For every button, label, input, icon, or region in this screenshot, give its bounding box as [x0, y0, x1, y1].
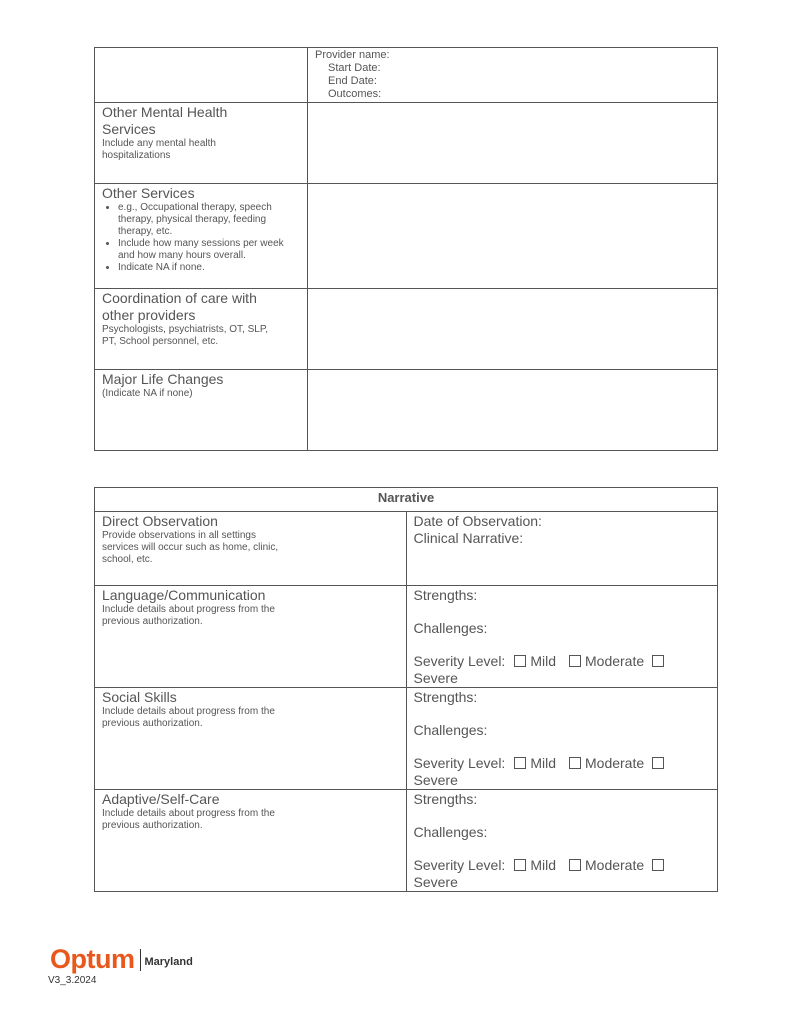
- severe-checkbox[interactable]: [652, 757, 664, 769]
- coordination-cell: [95, 289, 308, 370]
- severe-label: Severe: [413, 874, 458, 890]
- provider-name-label: Provider name:: [315, 49, 390, 61]
- optum-logo-text: Optum: [50, 944, 135, 974]
- mild-checkbox[interactable]: [514, 859, 526, 871]
- start-date-label: Start Date:: [328, 62, 381, 74]
- row-title: other providers: [102, 307, 196, 323]
- row-title: Direct Observation: [102, 513, 218, 529]
- coordination-input[interactable]: [308, 289, 718, 370]
- row-note: previous authorization.: [102, 718, 203, 729]
- moderate-label: Moderate: [585, 755, 645, 771]
- moderate-checkbox[interactable]: [569, 757, 581, 769]
- row-note: Include details about progress from the: [102, 604, 275, 615]
- major-life-changes-cell: [95, 370, 308, 451]
- other-services-cell: [95, 184, 308, 289]
- row-title: Major Life Changes: [102, 371, 224, 387]
- row-title: Other Mental Health: [102, 104, 228, 120]
- challenges-label: Challenges:: [413, 620, 488, 636]
- language-communication-input[interactable]: [406, 586, 718, 688]
- other-mental-health-cell: [95, 103, 308, 184]
- challenges-label: Challenges:: [413, 824, 488, 840]
- severe-label: Severe: [413, 772, 458, 788]
- blank-cell: [95, 48, 308, 103]
- row-title: Adaptive/Self-Care: [102, 791, 220, 807]
- severity-label: Severity Level:: [413, 755, 506, 771]
- challenges-label: Challenges:: [413, 722, 488, 738]
- optum-maryland-logo: [50, 944, 193, 975]
- list-item: • Include how many sessions per week and how many hours overall.: [118, 238, 301, 262]
- services-table: [94, 47, 718, 451]
- end-date-label: End Date:: [328, 75, 377, 87]
- severe-label: Severe: [413, 670, 458, 686]
- row-note: Include details about progress from the: [102, 808, 275, 819]
- date-of-observation-label: Date of Observation:: [413, 513, 542, 529]
- row-note: previous authorization.: [102, 820, 203, 831]
- mild-checkbox[interactable]: [514, 757, 526, 769]
- severity-row: [414, 653, 711, 687]
- row-title: Social Skills: [102, 689, 177, 705]
- adaptive-self-care-cell: [95, 790, 407, 892]
- row-title: Services: [102, 121, 156, 137]
- moderate-checkbox[interactable]: [569, 655, 581, 667]
- row-note: school, etc.: [102, 554, 153, 565]
- other-services-list: [102, 202, 301, 274]
- row-note: Psychologists, psychiatrists, OT, SLP,: [102, 324, 268, 335]
- outcomes-label: Outcomes:: [328, 88, 382, 100]
- list-item: • Indicate NA if none.: [118, 262, 301, 274]
- moderate-checkbox[interactable]: [569, 859, 581, 871]
- strengths-label: Strengths:: [413, 791, 478, 807]
- version-label: V3_3.2024: [48, 975, 97, 986]
- severity-label: Severity Level:: [413, 653, 506, 669]
- row-note: Provide observations in all settings: [102, 530, 256, 541]
- adaptive-self-care-input[interactable]: [406, 790, 718, 892]
- severity-row: [414, 857, 711, 891]
- row-note: hospitalizations: [102, 150, 171, 161]
- region-label: Maryland: [144, 955, 193, 968]
- language-communication-cell: [95, 586, 407, 688]
- major-life-changes-input[interactable]: [308, 370, 718, 451]
- row-title: Coordination of care with: [102, 290, 257, 306]
- row-note: (Indicate NA if none): [102, 388, 193, 399]
- social-skills-input[interactable]: [406, 688, 718, 790]
- other-services-input[interactable]: [308, 184, 718, 289]
- row-note: Include details about progress from the: [102, 706, 275, 717]
- other-mental-health-input[interactable]: [308, 103, 718, 184]
- row-title: Language/Communication: [102, 587, 266, 603]
- provider-cell[interactable]: [308, 48, 718, 103]
- clinical-narrative-label: Clinical Narrative:: [413, 530, 524, 546]
- logo-divider: [140, 949, 141, 971]
- mild-checkbox[interactable]: [514, 655, 526, 667]
- moderate-label: Moderate: [585, 653, 645, 669]
- direct-observation-cell: [95, 512, 407, 586]
- mild-label: Mild: [530, 755, 556, 771]
- mild-label: Mild: [530, 653, 556, 669]
- strengths-label: Strengths:: [413, 689, 478, 705]
- narrative-header: Narrative: [95, 488, 718, 512]
- row-note: services will occur such as home, clinic,: [102, 542, 279, 553]
- severe-checkbox[interactable]: [652, 655, 664, 667]
- mild-label: Mild: [530, 857, 556, 873]
- severity-row: [414, 755, 711, 789]
- row-title: Other Services: [102, 185, 195, 201]
- direct-observation-input[interactable]: [406, 512, 718, 586]
- strengths-label: Strengths:: [413, 587, 478, 603]
- narrative-table: [94, 487, 718, 892]
- severity-label: Severity Level:: [413, 857, 506, 873]
- list-item: • e.g., Occupational therapy, speech therapy, physical therapy, feeding therapy, etc.: [118, 202, 301, 238]
- row-note: previous authorization.: [102, 616, 203, 627]
- row-note: Include any mental health: [102, 138, 216, 149]
- severe-checkbox[interactable]: [652, 859, 664, 871]
- moderate-label: Moderate: [585, 857, 645, 873]
- row-note: PT, School personnel, etc.: [102, 336, 219, 347]
- social-skills-cell: [95, 688, 407, 790]
